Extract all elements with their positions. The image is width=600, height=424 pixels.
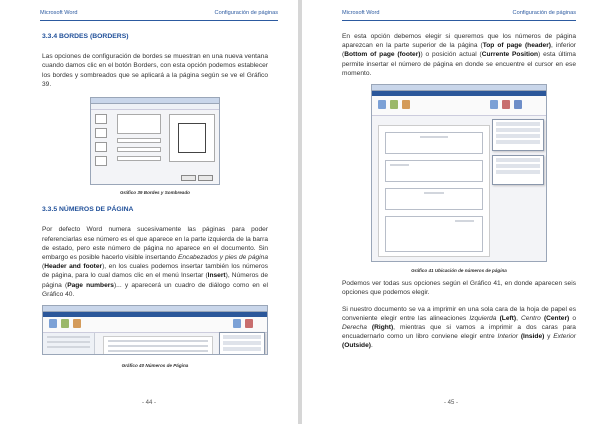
page-number-right: - 45 - [443,400,458,406]
header-left: Microsoft Word [342,10,380,16]
page-numbers-paragraph: Por defecto Word numera sucesivamente las páginas para poder referenciarlas ese número es el que aparece en la parte izquierda de la barra de estado, pero este número de página no aparece en el documento. Sin embargo es posible hacerlo visible insertando Encabezados y pies de página (Header and footer), en los cuales podemos insertar también los números de página, para lo cual damos clic en el menú Insertar (Insert), Números de página (Page numbers)... y aparecerá un cuadro de diálogo como en el Gráfico 40. [42,226,268,298]
header-rule [40,20,278,21]
section-title-page-numbers: 3.3.5 NÚMEROS DE PÁGINA [42,206,134,214]
alignment-paragraph: Si nuestro documento se va a imprimir en una sola cara de la hoja de papel es conveniente elegir entre las alineaciones Izquierda (Left), Centro (Center) o Derecha (Right), mientras que si vamos a imprimir a dos caras para encuadernarlo como un libro conviene elegir entre Interior (Inside) y Exterior (Outside). [342,305,576,350]
page-numbers-ribbon-screenshot [42,305,268,355]
caption-fig40: Gráfico 40 Números de Página [121,363,189,369]
position-paragraph: En esta opción debemos elegir si queremos que los números de página aparezcan en la parte superior de la página (Top of page (header), inferior (Bottom of page (footer)) o posición actual (Currente Position) esta última permite insertar el número de página en donde se encuentre el cursor en ese momento. [342,33,577,77]
borders-paragraph: Las opciones de configuración de bordes se muestran en una nueva ventana cuando damos clic en el botón Borders, con esta opción podemos establecer los bordes y sombreados que se aplicará a la página según se ve el Gráfico 39. [42,53,268,88]
section-title-borders: 3.3.4 BORDES (BORDERS) [42,33,129,40]
running-header [40,10,278,20]
running-header [342,10,576,20]
page-number-left: - 44 - [141,400,156,406]
page-number-location-screenshot [371,84,547,262]
caption-fig39: Gráfico 39 Bordes y Sombreado [120,190,190,196]
caption-fig41: Gráfico 41 Ubicación de números de página [411,268,507,274]
right-page-body [342,32,576,357]
header-right: Configuración de páginas [214,10,278,16]
header-left: Microsoft Word [40,10,78,16]
header-right: Configuración de páginas [512,10,576,16]
borders-dialog-screenshot [90,97,220,185]
options-paragraph: Podemos ver todas sus opciones según el Gráfico 41, en donde aparecen seis opciones que podemos elegir. [342,280,576,297]
left-page [0,0,298,424]
right-page [302,0,600,424]
header-rule [342,20,576,21]
left-page-body [42,32,268,370]
